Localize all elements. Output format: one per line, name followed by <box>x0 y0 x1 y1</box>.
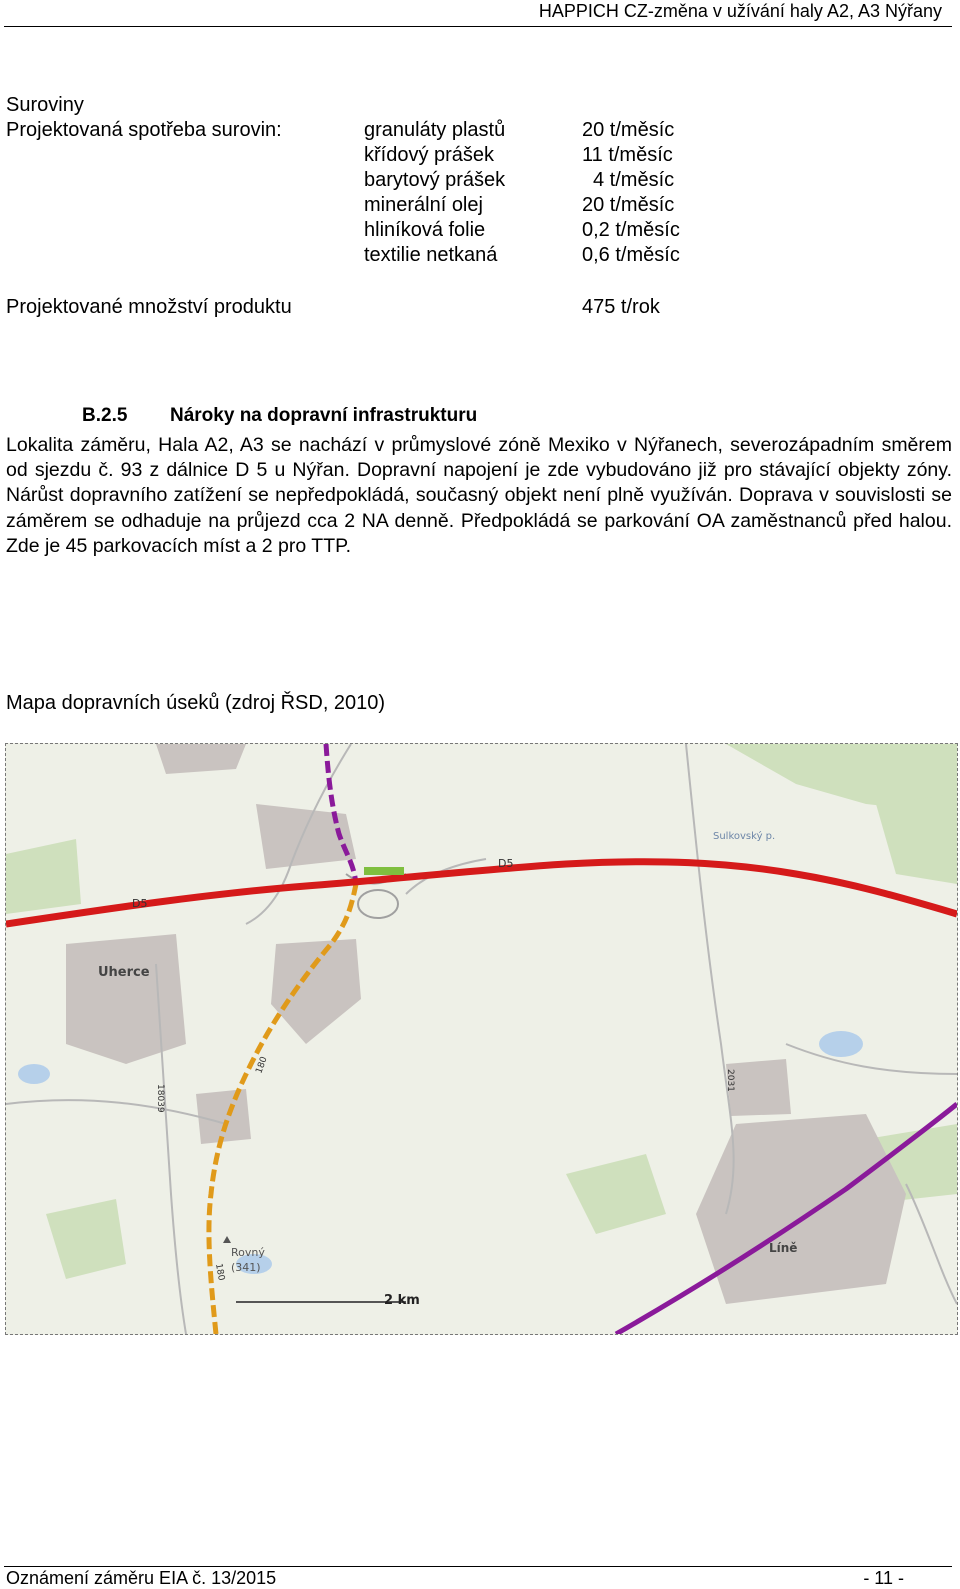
material-quantity: 11 t/měsíc <box>582 144 673 166</box>
settlements <box>66 744 906 1304</box>
pond <box>819 1031 863 1057</box>
section-number: B.2.5 <box>82 405 128 426</box>
material-name: barytový prášek <box>364 169 506 191</box>
map-label-stream: Sulkovský p. <box>713 831 776 842</box>
footer-page-number: - 11 - <box>863 1568 904 1588</box>
minor-road <box>906 1184 957 1304</box>
traffic-map <box>5 743 958 1335</box>
material-name: křídový prášek <box>364 144 495 166</box>
map-label-d5-center: D5 <box>498 857 514 870</box>
raw-materials-label: Projektovaná spotřeba surovin: <box>6 119 282 141</box>
map-caption: Mapa dopravních úseků (zdroj ŘSD, 2010) <box>6 692 386 714</box>
map-scale-label: 2 km <box>384 1293 420 1308</box>
summit-marker-icon <box>223 1236 231 1243</box>
map-label-rovny: Rovný <box>231 1246 265 1259</box>
map-label-road-18039: 18039 <box>155 1084 165 1113</box>
material-quantity: 0,6 t/měsíc <box>582 244 680 266</box>
forest-area <box>566 1154 666 1234</box>
exit-marker <box>364 867 404 875</box>
traffic-map-graphic <box>6 744 957 1334</box>
pond <box>18 1064 50 1084</box>
map-label-road-180: 180 <box>254 1055 270 1076</box>
material-quantity: 20 t/měsíc <box>582 119 675 141</box>
material-name: granuláty plastů <box>364 119 506 141</box>
map-label-line: Líně <box>769 1241 798 1255</box>
map-label-d5-left: D5 <box>132 897 148 910</box>
interchange-loop <box>358 890 398 918</box>
forest-area <box>46 1199 126 1279</box>
minor-road <box>6 1100 226 1124</box>
material-name: minerální olej <box>364 194 483 216</box>
product-amount-label: Projektované množství produktu <box>6 296 292 318</box>
footer-divider <box>4 1566 952 1567</box>
material-quantity: 0,2 t/měsíc <box>582 219 680 241</box>
material-quantity: 4 t/měsíc <box>593 169 675 191</box>
settlement-area <box>196 1089 251 1144</box>
road-2031 <box>686 744 734 1214</box>
settlement-area <box>156 744 246 774</box>
material-quantity: 20 t/měsíc <box>582 194 675 216</box>
raw-materials-heading: Suroviny <box>6 94 84 116</box>
material-name: textilie netkaná <box>364 244 498 266</box>
header-divider <box>4 26 952 27</box>
forest-area <box>876 794 957 884</box>
footer-document-id: Oznámení záměru EIA č. 13/2015 <box>6 1568 277 1588</box>
settlement-uherce <box>66 934 186 1064</box>
motorway-d5 <box>6 862 957 924</box>
section-paragraph: Lokalita záměru, Hala A2, A3 se nachází v průmyslové zóně Mexiko v Nýřanech, severozápadním směrem od sjezdu č. 93 z dálnice D 5 u Nýřan. Dopravní napojení je zde vybudováno již pro stávající objekty zóny. Nárůst dopravního zatížení se nepředpokládá, současný objekt není plně využíván. Doprava v souvislosti se záměrem se odhaduje na průjezd cca 2 NA denně. Předpokládá se parkování OA zaměstnanců před halou. Zde je 45 parkovacích míst a 2 pro TTP. <box>6 434 952 557</box>
forest-area <box>6 839 81 914</box>
product-amount-value: 475 t/rok <box>582 296 660 318</box>
document-header-title: HAPPICH CZ-změna v užívání haly A2, A3 Nýřany <box>538 1 942 21</box>
settlement-area <box>271 939 361 1044</box>
map-label-uherce: Uherce <box>98 965 150 980</box>
section-heading <box>82 405 477 427</box>
map-label-road-2031: 2031 <box>725 1069 735 1092</box>
map-label-rovny-elevation: (341) <box>231 1261 261 1274</box>
minor-road <box>786 1044 957 1074</box>
section-title: Nároky na dopravní infrastrukturu <box>170 405 478 426</box>
map-label-road-180: 180 <box>213 1262 226 1282</box>
material-name: hliníková folie <box>364 219 486 241</box>
